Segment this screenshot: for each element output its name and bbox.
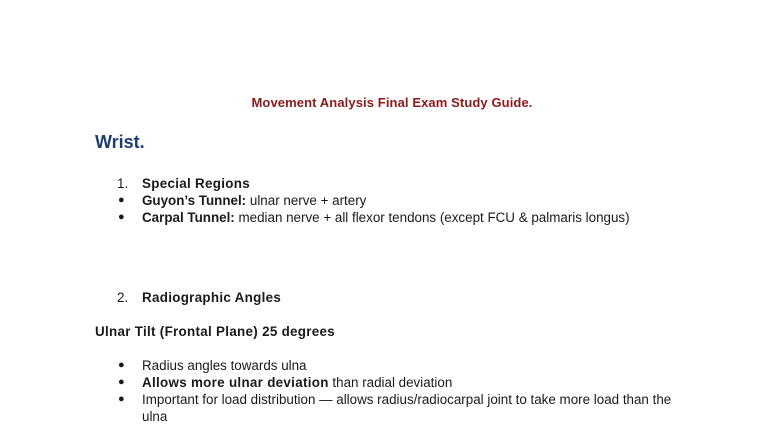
list-item bbox=[117, 175, 682, 192]
term-guyons-tunnel: Guyon’s Tunnel: bbox=[142, 193, 247, 208]
bullet-text: Important for load distribution — allows radius/radiocarpal joint to take more load than the ulna bbox=[142, 392, 672, 424]
ulnar-tilt-list bbox=[117, 357, 682, 425]
document-title: Movement Analysis Final Exam Study Guide. bbox=[251, 95, 533, 110]
list-item-title: Special Regions bbox=[142, 176, 250, 191]
bullet-bold-text: Allows more ulnar deviation bbox=[142, 375, 329, 390]
list-number: 1. bbox=[117, 176, 129, 191]
radiographic-angles-list bbox=[117, 289, 682, 306]
bullet-icon: ● bbox=[118, 194, 125, 206]
bullet-icon: ● bbox=[118, 359, 125, 371]
section-heading-wrist: Wrist. bbox=[95, 132, 145, 152]
term-description: ulnar nerve + artery bbox=[246, 193, 367, 208]
special-regions-list bbox=[117, 175, 682, 226]
list-item bbox=[117, 289, 682, 306]
list-item bbox=[117, 209, 682, 226]
list-number: 2. bbox=[117, 290, 129, 305]
list-item bbox=[117, 357, 682, 374]
list-item bbox=[117, 391, 682, 425]
list-item bbox=[117, 374, 682, 391]
term-carpal-tunnel: Carpal Tunnel: bbox=[142, 210, 235, 225]
list-item bbox=[117, 192, 682, 209]
bullet-icon: ● bbox=[118, 393, 125, 405]
ulnar-tilt-heading: Ulnar Tilt (Frontal Plane) 25 degrees bbox=[95, 324, 336, 339]
bullet-text: Radius angles towards ulna bbox=[142, 358, 307, 373]
bullet-icon: ● bbox=[118, 376, 125, 388]
term-description: median nerve + all flexor tendons (except FCU & palmaris longus) bbox=[234, 210, 630, 225]
bullet-icon: ● bbox=[118, 211, 125, 223]
bullet-text: than radial deviation bbox=[328, 375, 453, 390]
list-item-title: Radiographic Angles bbox=[142, 290, 282, 305]
